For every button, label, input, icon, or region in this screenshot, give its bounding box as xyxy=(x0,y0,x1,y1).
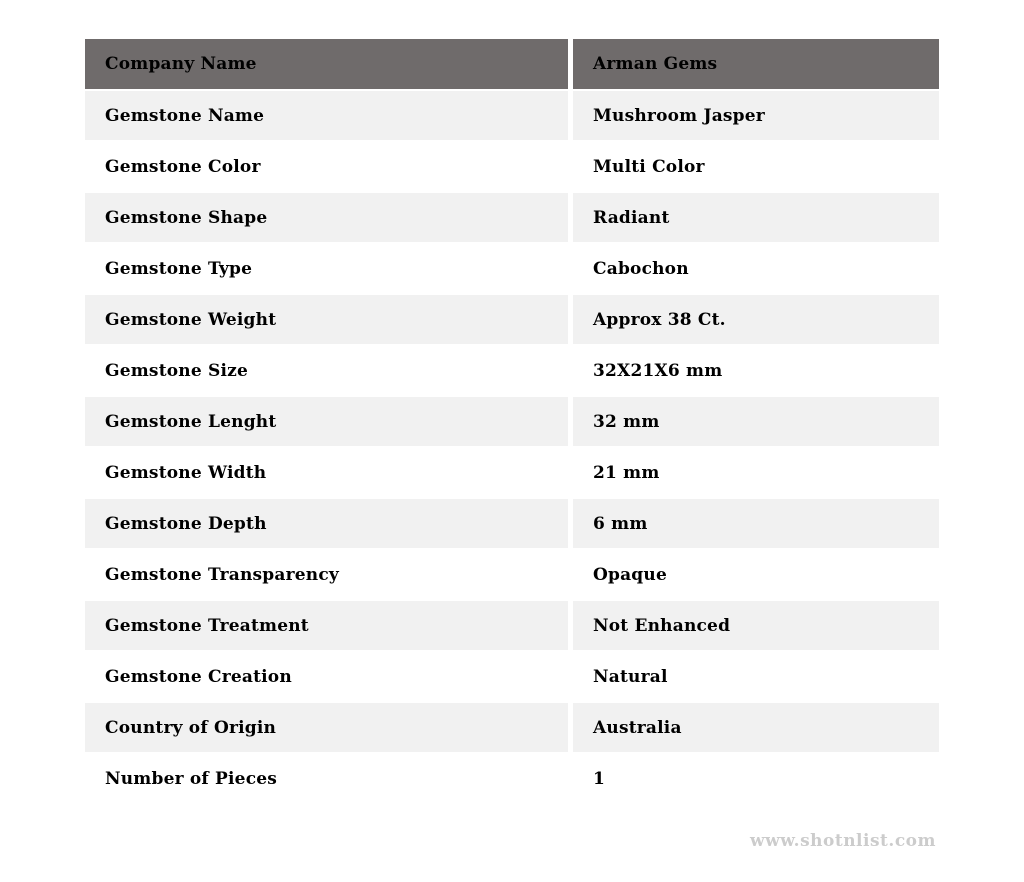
table-row xyxy=(85,346,939,395)
table-row xyxy=(85,193,939,242)
gemstone-spec-table xyxy=(85,39,939,805)
row-label: Gemstone Color xyxy=(85,142,568,191)
table-row xyxy=(85,499,939,548)
row-label: Gemstone Creation xyxy=(85,652,568,701)
row-label: Gemstone Lenght xyxy=(85,397,568,446)
table-row xyxy=(85,397,939,446)
table-header-row xyxy=(85,39,939,89)
row-label: Gemstone Transparency xyxy=(85,550,568,599)
row-value: Multi Color xyxy=(573,142,939,191)
row-value: Opaque xyxy=(573,550,939,599)
row-value: 1 xyxy=(573,754,939,803)
table-row xyxy=(85,91,939,140)
table-row xyxy=(85,448,939,497)
row-label: Gemstone Depth xyxy=(85,499,568,548)
table-row xyxy=(85,652,939,701)
row-label: Country of Origin xyxy=(85,703,568,752)
watermark-text: www.shotnlist.com xyxy=(749,831,936,851)
table-row xyxy=(85,244,939,293)
row-label: Gemstone Name xyxy=(85,91,568,140)
row-value: 21 mm xyxy=(573,448,939,497)
row-label: Gemstone Weight xyxy=(85,295,568,344)
table-row xyxy=(85,142,939,191)
row-value: Not Enhanced xyxy=(573,601,939,650)
table-row xyxy=(85,550,939,599)
header-value-cell: Arman Gems xyxy=(573,39,939,89)
row-label: Gemstone Type xyxy=(85,244,568,293)
row-value: Radiant xyxy=(573,193,939,242)
row-label: Gemstone Size xyxy=(85,346,568,395)
row-value: Natural xyxy=(573,652,939,701)
table-row xyxy=(85,754,939,803)
row-value: 32 mm xyxy=(573,397,939,446)
table-body xyxy=(85,91,939,803)
row-value: Australia xyxy=(573,703,939,752)
row-label: Number of Pieces xyxy=(85,754,568,803)
row-label: Gemstone Treatment xyxy=(85,601,568,650)
table-row xyxy=(85,295,939,344)
header-label-cell: Company Name xyxy=(85,39,568,89)
row-value: Mushroom Jasper xyxy=(573,91,939,140)
row-label: Gemstone Width xyxy=(85,448,568,497)
table-row xyxy=(85,601,939,650)
row-value: Approx 38 Ct. xyxy=(573,295,939,344)
row-label: Gemstone Shape xyxy=(85,193,568,242)
row-value: 32X21X6 mm xyxy=(573,346,939,395)
row-value: 6 mm xyxy=(573,499,939,548)
row-value: Cabochon xyxy=(573,244,939,293)
table-row xyxy=(85,703,939,752)
